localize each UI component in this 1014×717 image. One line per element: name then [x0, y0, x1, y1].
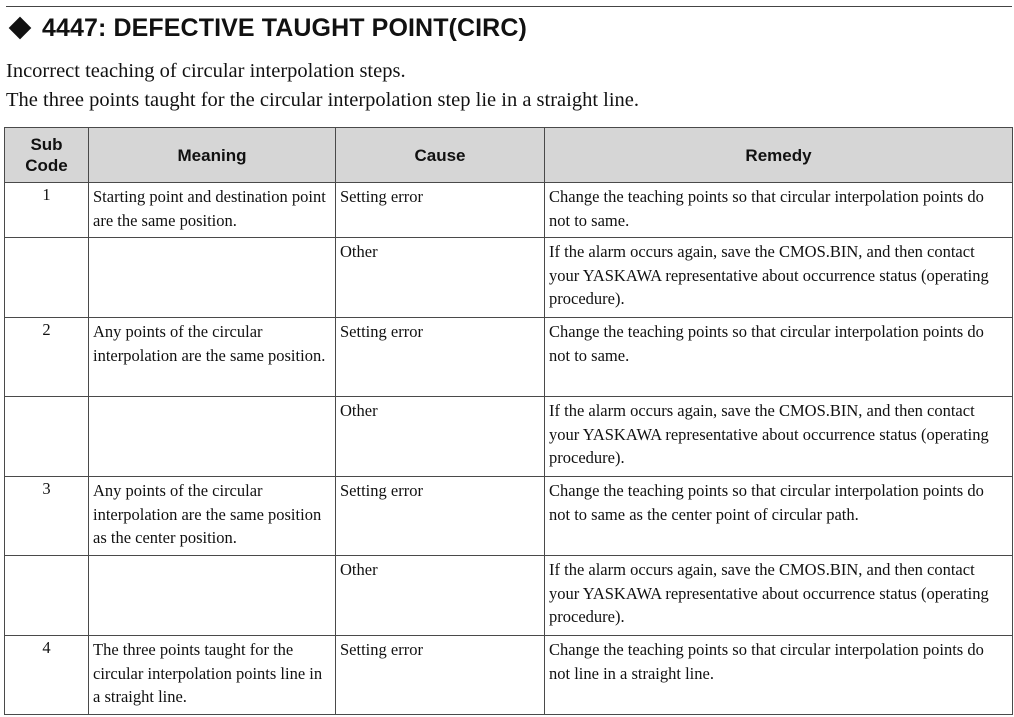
meaning-text: [89, 556, 335, 558]
remedy-cell: [545, 556, 1013, 636]
remedy-cell: [545, 238, 1013, 318]
alarm-description: [6, 57, 639, 115]
cause-text: Setting error: [340, 481, 423, 500]
cause-cell: [336, 183, 545, 238]
sub-code-cell: [5, 183, 89, 238]
sub-code-cell: [5, 477, 89, 556]
sub-code: 3: [42, 479, 51, 498]
cause-cell: [336, 636, 545, 715]
cause-text: Other: [340, 242, 378, 261]
description-line: Incorrect teaching of circular interpolation steps.: [6, 60, 406, 82]
meaning-text: The three points taught for the circular interpolation points line in a straight line.: [93, 640, 323, 706]
remedy-cell: [545, 397, 1013, 477]
meaning-cell: [89, 318, 336, 397]
header-sub-code-line2: Code: [25, 156, 68, 175]
header-cause: Cause: [336, 128, 545, 183]
cause-cell: [336, 477, 545, 556]
table-row: [5, 318, 1013, 397]
cause-text: Setting error: [340, 322, 423, 341]
table-header-row: [5, 128, 1013, 183]
diamond-bullet-icon: [9, 17, 32, 40]
cause-cell: [336, 318, 545, 397]
cause-cell: [336, 556, 545, 636]
header-meaning: Meaning: [89, 128, 336, 183]
cause-text: Other: [340, 401, 378, 420]
table-row: [5, 556, 1013, 636]
meaning-text: [89, 397, 335, 399]
remedy-text: If the alarm occurs again, save the CMOS.BIN, and then contact your YASKAWA representative about occurrence status (operating procedure).: [549, 560, 989, 626]
meaning-text: [89, 238, 335, 240]
table-row: [5, 477, 1013, 556]
sub-code-cell: [5, 636, 89, 715]
meaning-cell: [89, 556, 336, 636]
cause-text: Setting error: [340, 187, 423, 206]
table-row: [5, 636, 1013, 715]
table-row: [5, 397, 1013, 477]
cause-text: Other: [340, 560, 378, 579]
alarm-title: 4447: DEFECTIVE TAUGHT POINT(CIRC): [42, 13, 527, 42]
remedy-text: Change the teaching points so that circular interpolation points do not to same.: [549, 322, 984, 365]
remedy-text: Change the teaching points so that circular interpolation points do not to same.: [549, 187, 984, 230]
alarm-table: [4, 127, 1013, 715]
header-sub-code: [5, 128, 89, 183]
sub-code: 4: [42, 638, 51, 657]
remedy-cell: [545, 183, 1013, 238]
sub-code-cell: [5, 556, 89, 636]
sub-code-cell: [5, 238, 89, 318]
sub-code-cell: [5, 397, 89, 477]
table-row: [5, 238, 1013, 318]
cause-cell: [336, 238, 545, 318]
meaning-text: Any points of the circular interpolation are the same position as the center position.: [93, 481, 322, 547]
table-row: [5, 183, 1013, 238]
meaning-cell: [89, 238, 336, 318]
description-line: The three points taught for the circular interpolation step lie in a straight line.: [6, 89, 640, 111]
remedy-text: If the alarm occurs again, save the CMOS.BIN, and then contact your YASKAWA representative about occurrence status (operating procedure).: [549, 401, 989, 467]
remedy-cell: [545, 636, 1013, 715]
meaning-text: Any points of the circular interpolation are the same position.: [93, 322, 326, 365]
remedy-cell: [545, 318, 1013, 397]
meaning-cell: [89, 477, 336, 556]
header-remedy: Remedy: [545, 128, 1013, 183]
meaning-cell: [89, 636, 336, 715]
remedy-text: Change the teaching points so that circular interpolation points do not line in a straight line.: [549, 640, 984, 683]
top-rule: [6, 6, 1012, 7]
alarm-heading: [6, 10, 527, 46]
sub-code: 1: [42, 185, 51, 204]
header-sub-code-line1: Sub: [30, 135, 63, 154]
sub-code-cell: [5, 318, 89, 397]
remedy-text: Change the teaching points so that circular interpolation points do not to same as the center point of circular path.: [549, 481, 984, 524]
cause-cell: [336, 397, 545, 477]
meaning-cell: [89, 183, 336, 238]
remedy-text: If the alarm occurs again, save the CMOS.BIN, and then contact your YASKAWA representative about occurrence status (operating procedure).: [549, 242, 989, 308]
meaning-text: Starting point and destination point are the same position.: [93, 187, 326, 230]
meaning-cell: [89, 397, 336, 477]
sub-code: 2: [42, 320, 51, 339]
remedy-cell: [545, 477, 1013, 556]
cause-text: Setting error: [340, 640, 423, 659]
